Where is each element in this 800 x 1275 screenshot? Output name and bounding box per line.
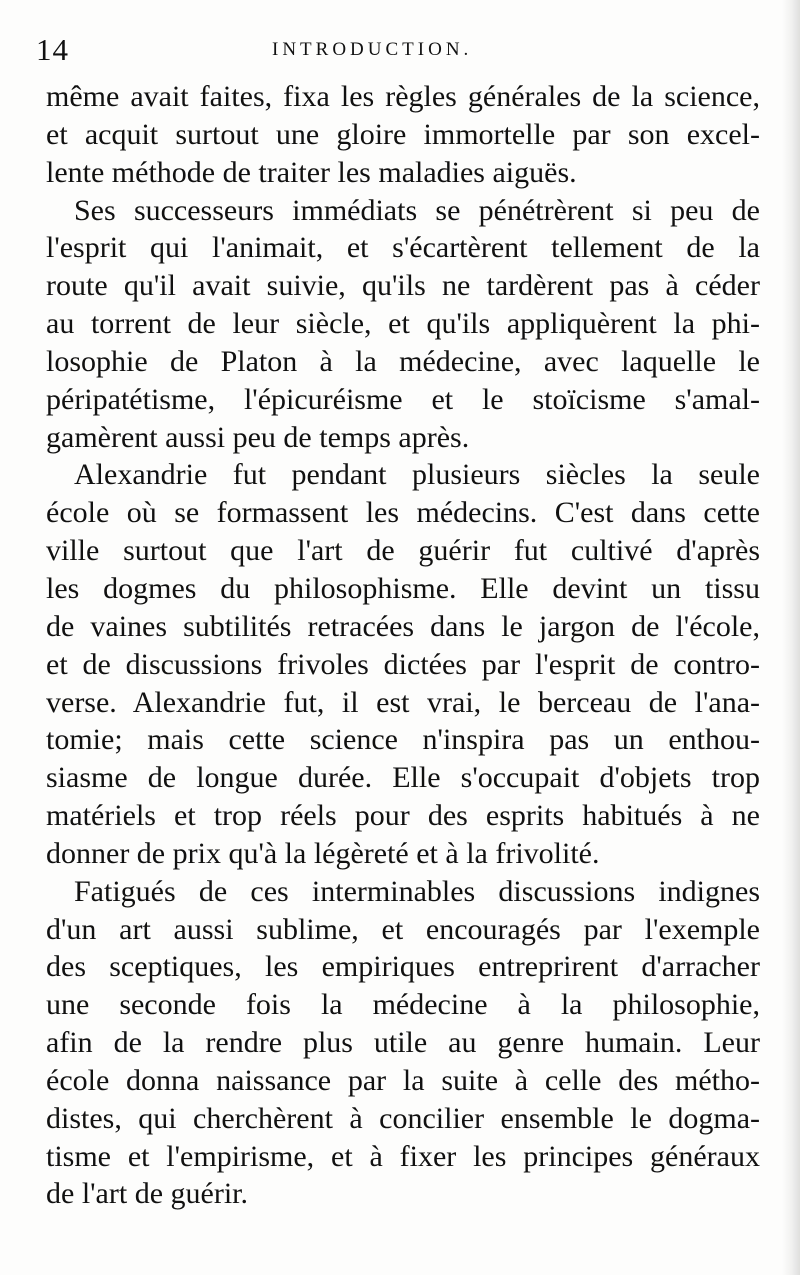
text-line: une seconde fois la médecine à la philosophie, bbox=[46, 988, 760, 1022]
text-line: péripatétisme, l'épicuréisme et le stoïcisme s'amal- bbox=[46, 382, 760, 416]
running-title: INTRODUCTION. bbox=[272, 39, 473, 60]
text-line: tomie; mais cette science n'inspira pas un enthou- bbox=[46, 723, 760, 757]
page-number: 14 bbox=[36, 32, 69, 67]
page-edge-shadow bbox=[782, 0, 800, 1275]
text-line: même avait faites, fixa les règles générales de la science, bbox=[46, 80, 760, 113]
text-line: afin de la rendre plus utile au genre humain. Leur bbox=[46, 1026, 760, 1060]
paragraph-start-line: Fatigués de ces interminables discussions indignes bbox=[74, 874, 760, 908]
text-line: les dogmes du philosophisme. Elle devint un tissu bbox=[46, 571, 760, 605]
text-line: et acquit surtout une gloire immortelle par son excel- bbox=[46, 117, 760, 151]
text-line: école où se formassent les médecins. C'est dans cette bbox=[46, 496, 760, 530]
text-line: de vaines subtilités retracées dans le jargon de l'école, bbox=[46, 609, 760, 643]
body-text bbox=[46, 78, 760, 1213]
text-line: tisme et l'empirisme, et à fixer les principes généraux bbox=[46, 1139, 760, 1173]
text-line: ville surtout que l'art de guérir fut cultivé d'après bbox=[46, 534, 760, 568]
paragraph-start-line: Alexandrie fut pendant plusieurs siècles la seule bbox=[74, 458, 760, 492]
text-line: matériels et trop réels pour des esprits habitués à ne bbox=[46, 799, 760, 833]
paragraph-end-line: de l'art de guérir. bbox=[46, 1177, 248, 1211]
text-line: siasme de longue durée. Elle s'occupait d'objets trop bbox=[46, 761, 760, 795]
paragraph-end-line: gamèrent aussi peu de temps après. bbox=[46, 420, 470, 454]
text-line: et de discussions frivoles dictées par l'esprit de contro- bbox=[46, 647, 760, 681]
paragraph-end-line: donner de prix qu'à la légèreté et à la frivolité. bbox=[46, 836, 600, 870]
text-line: distes, qui cherchèrent à concilier ensemble le dogma- bbox=[46, 1101, 760, 1135]
paragraph-start-line: Ses successeurs immédiats se pénétrèrent si peu de bbox=[74, 193, 760, 227]
page-header bbox=[0, 28, 800, 68]
text-line: des sceptiques, les empiriques entreprirent d'arracher bbox=[46, 950, 760, 984]
text-line: au torrent de leur siècle, et qu'ils appliquèrent la phi- bbox=[46, 307, 760, 341]
text-line: école donna naissance par la suite à celle des métho- bbox=[46, 1063, 760, 1097]
paragraph-end-line: lente méthode de traiter les maladies aiguës. bbox=[46, 155, 577, 189]
text-line: d'un art aussi sublime, et encouragés par l'exemple bbox=[46, 912, 760, 946]
text-line: losophie de Platon à la médecine, avec laquelle le bbox=[46, 344, 760, 378]
text-line: route qu'il avait suivie, qu'ils ne tardèrent pas à céder bbox=[46, 269, 760, 303]
text-line: l'esprit qui l'animait, et s'écartèrent tellement de la bbox=[46, 231, 760, 265]
text-line: verse. Alexandrie fut, il est vrai, le berceau de l'ana- bbox=[46, 685, 760, 719]
